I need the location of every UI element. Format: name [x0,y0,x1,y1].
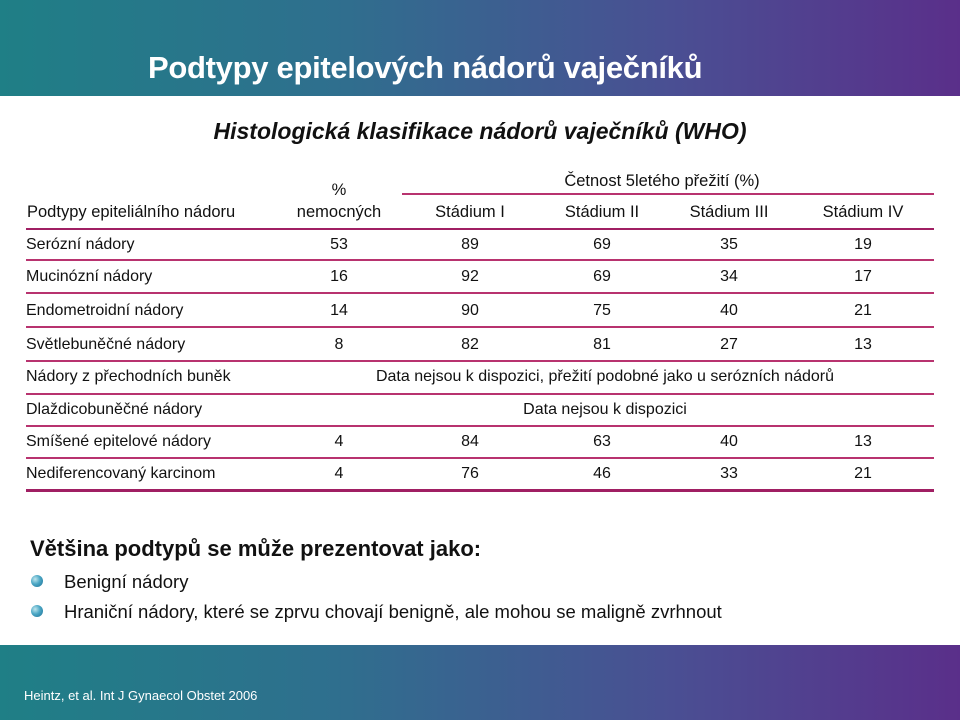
bullet-text: Benigní nádory [64,571,189,592]
row-pct: 53 [330,236,348,253]
row-name: Nediferencovaný karcinom [26,465,216,482]
row-divider [26,259,934,261]
survival-group-header: Četnost 5letého přežití (%) [564,172,760,190]
row-stage3: 34 [720,268,738,285]
row-name: Nádory z přechodních buněk [26,368,231,385]
row-stage3: 33 [720,465,738,482]
row-stage2: 69 [593,236,611,253]
row-pct: 16 [330,268,348,285]
row-stage4: 19 [854,236,872,253]
row-name: Endometroidní nádory [26,302,184,319]
row-note: Data nejsou k dispozici, přežití podobné jako u serózních nádorů [375,368,835,385]
row-stage3: 40 [720,302,738,319]
summary-heading: Většina podtypů se může prezentovat jako: [30,536,482,561]
title-bar [0,0,960,96]
row-divider [26,360,934,362]
row-stage2: 46 [593,465,611,482]
slide-subtitle: Histologická klasifikace nádorů vaječníků (WHO) [213,118,747,144]
row-stage3: 40 [720,433,738,450]
row-divider [26,393,934,395]
row-stage1: 76 [461,465,479,482]
row-stage1: 89 [461,236,479,253]
bullet-icon [31,575,43,587]
row-divider [26,292,934,294]
citation: Heintz, et al. Int J Gynaecol Obstet 2006 [24,688,258,703]
row-pct: 4 [334,465,344,482]
subtype-column-header: Podtypy epiteliálního nádoru [27,203,236,221]
footer-bar [0,645,960,720]
row-stage4: 21 [854,302,872,319]
row-stage2: 69 [593,268,611,285]
stage-header-4: Stádium IV [822,203,904,221]
row-stage2: 63 [593,433,611,450]
row-stage3: 35 [720,236,738,253]
bullet-icon [31,605,43,617]
row-stage4: 13 [854,336,872,353]
row-stage2: 81 [593,336,611,353]
stage-header-2: Stádium II [564,203,640,221]
pct-header-line2: nemocných [296,203,382,221]
row-stage1: 90 [461,302,479,319]
row-stage3: 27 [720,336,738,353]
row-name: Dlaždicobuněčné nádory [26,401,203,418]
row-pct: 4 [334,433,344,450]
row-pct: 8 [334,336,344,353]
row-divider [26,425,934,427]
row-stage4: 21 [854,465,872,482]
pct-header-line1: % [331,181,347,199]
row-stage4: 17 [854,268,872,285]
stage-header-3: Stádium III [689,203,769,221]
row-stage1: 84 [461,433,479,450]
row-stage2: 75 [593,302,611,319]
row-pct: 14 [330,302,348,319]
bullet-text: Hraniční nádory, které se zprvu chovají benigně, ale mohou se maligně zvrhnout [64,601,722,622]
table-bottom-rule [26,489,934,492]
row-name: Smíšené epitelové nádory [26,433,211,450]
survival-group-rule [402,193,934,195]
row-name: Serózní nádory [26,236,135,253]
row-note: Data nejsou k dispozici [523,401,687,418]
header-rule [26,228,934,230]
row-stage4: 13 [854,433,872,450]
row-stage1: 92 [461,268,479,285]
row-name: Světlebuněčné nádory [26,336,186,353]
row-divider [26,326,934,328]
row-divider [26,457,934,459]
row-stage1: 82 [461,336,479,353]
row-name: Mucinózní nádory [26,268,153,285]
slide-title: Podtypy epitelových nádorů vaječníků [148,50,703,85]
stage-header-1: Stádium I [435,203,505,221]
